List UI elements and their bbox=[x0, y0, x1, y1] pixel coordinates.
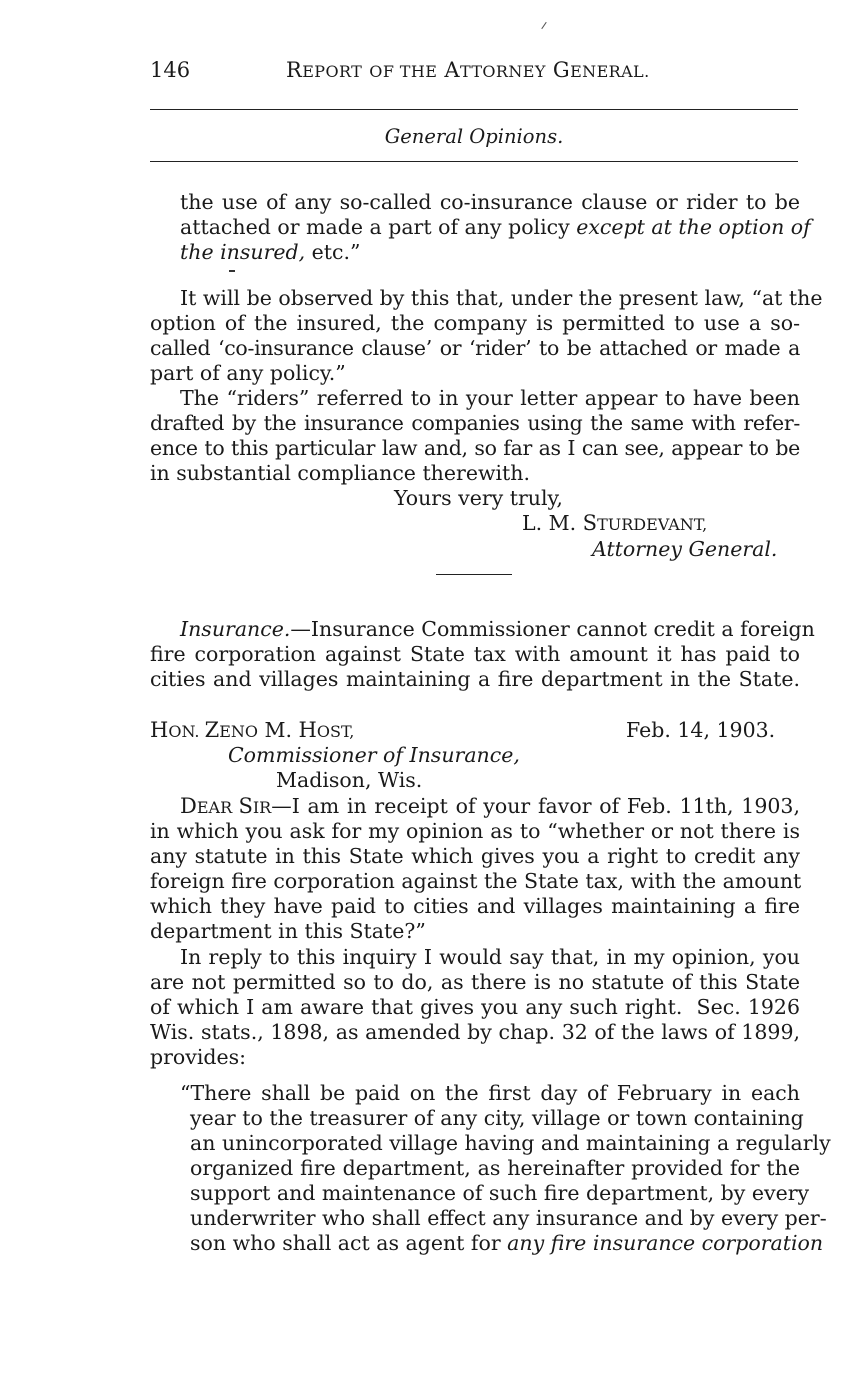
text-line: in substantial compliance therewith. bbox=[150, 461, 531, 485]
quote-line: support and maintenance of such fire department, by every bbox=[190, 1181, 810, 1205]
quote-line: an unincorporated village having and maintaining a regularly bbox=[190, 1131, 831, 1155]
text-line: of which I am aware that gives you any such right. Sec. 1926 bbox=[150, 995, 800, 1019]
closing: Yours very truly, bbox=[394, 486, 563, 510]
scan-mark bbox=[541, 22, 546, 29]
scan-speck bbox=[229, 270, 235, 272]
text-line: drafted by the insurance companies using the same with refer- bbox=[150, 411, 800, 435]
addressee-title: Commissioner of Insurance, bbox=[228, 743, 520, 767]
text-line: department in this State?” bbox=[150, 919, 426, 943]
letter-date: Feb. 14, 1903. bbox=[626, 718, 776, 742]
running-title: REPORT OF THE ATTORNEY GENERAL. bbox=[286, 58, 650, 82]
text-line: provides: bbox=[150, 1045, 247, 1069]
page-number: 146 bbox=[150, 58, 191, 82]
text-line: are not permitted so to do, as there is no statute of this State bbox=[150, 970, 800, 994]
text-line: part of any policy.” bbox=[150, 361, 346, 385]
text-line: DEAR SIR—I am in receipt of your favor of Feb. 11th, 1903, bbox=[180, 794, 800, 818]
text-line: foreign fire corporation against the State tax, with the amount bbox=[150, 869, 802, 893]
text-line: called ‘co-insurance clause’ or ‘rider’ to be attached or made a bbox=[150, 336, 800, 360]
section-heading: General Opinions. bbox=[384, 125, 564, 148]
signer-name: L. M. STURDEVANT, bbox=[522, 511, 708, 535]
text-line: any statute in this State which gives you a right to credit any bbox=[150, 844, 800, 868]
header-rule-bottom bbox=[150, 161, 798, 162]
quote-line: underwriter who shall effect any insurance and by every per- bbox=[190, 1206, 827, 1230]
quote-line: organized fire department, as hereinafter provided for the bbox=[190, 1156, 800, 1180]
headnote-line: cities and villages maintaining a fire department in the State. bbox=[150, 667, 800, 691]
text-line: attached or made a part of any policy except at the option of bbox=[180, 215, 811, 239]
text-line: which they have paid to cities and villages maintaining a fire bbox=[150, 894, 800, 918]
text-line: the use of any so-called co-insurance clause or rider to be bbox=[180, 190, 800, 214]
addressee-location: Madison, Wis. bbox=[276, 768, 423, 792]
text-line: option of the insured, the company is permitted to use a so- bbox=[150, 311, 800, 335]
headnote-line: fire corporation against State tax with amount it has paid to bbox=[150, 642, 800, 666]
text-line: Wis. stats., 1898, as amended by chap. 32 of the laws of 1899, bbox=[150, 1020, 800, 1044]
signer-title: Attorney General. bbox=[592, 537, 778, 561]
text-line: ence to this particular law and, so far as I can see, appear to be bbox=[150, 436, 800, 460]
text-line: The “riders” referred to in your letter appear to have been bbox=[180, 386, 800, 410]
quote-line: son who shall act as agent for any fire insurance corporation bbox=[190, 1231, 824, 1255]
text-line: In reply to this inquiry I would say that, in my opinion, you bbox=[180, 945, 800, 969]
section-divider bbox=[436, 574, 512, 575]
addressee-name: HON. ZENO M. HOST, bbox=[150, 718, 355, 742]
text-line: It will be observed by this that, under the present law, “at the bbox=[180, 286, 823, 310]
headnote-line: Insurance.—Insurance Commissioner cannot credit a foreign bbox=[180, 617, 815, 641]
header-rule-top bbox=[150, 109, 798, 110]
quote-line: year to the treasurer of any city, village or town containing bbox=[190, 1106, 804, 1130]
quote-line: “There shall be paid on the first day of February in each bbox=[180, 1081, 800, 1105]
text-line: the insured, etc.” bbox=[180, 240, 361, 264]
text-line: in which you ask for my opinion as to “whether or not there is bbox=[150, 819, 800, 843]
